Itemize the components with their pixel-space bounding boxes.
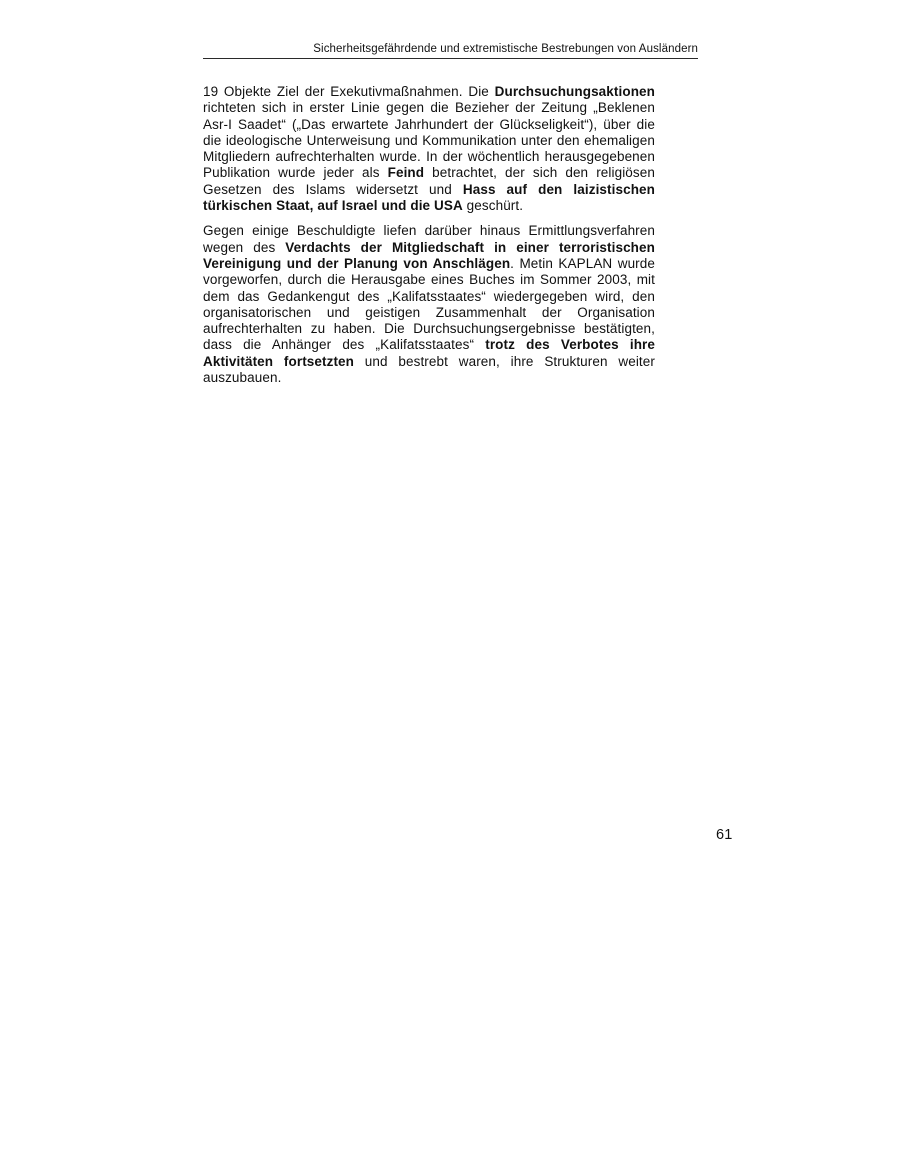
bold-text-run: Feind <box>387 165 425 181</box>
text-run: Gegen einige Beschuldigte liefen darüber hinaus Ermittlungsverfahren wegen des <box>203 223 655 255</box>
running-header-title: Sicherheitsgefährdende und extremistische Bestrebungen von Ausländern <box>313 43 698 55</box>
text-run: richteten sich in erster Linie gegen die Bezieher der Zeitung „Beklenen Asr-I Saadet“ („Das erwartete Jahrhundert der Glückseligkeit“), über die die ideologische Unterweisung und Kommunikation unter den ehemaligen Mitgliedern aufrechterhalten wurde. In der wöchentlich herausgegebenen Publikation wurde jeder als <box>203 100 655 181</box>
text-run: betrachtet, der sich den religiösen Gesetzen des Islams widersetzt und <box>203 165 655 197</box>
text-run: und bestrebt waren, ihre Strukturen weiter auszubauen. <box>203 353 655 386</box>
bold-text-run: Hass auf den laizistischen türkischen Staat, auf Israel und die USA <box>203 181 655 214</box>
page-number: 61 <box>716 827 733 843</box>
paragraph <box>203 223 655 386</box>
text-run: . Metin KAPLAN wurde vorgeworfen, durch die Herausgabe eines Buches im Sommer 2003, mit dem das Gedankengut des „Kalifatsstaates“ wiedergegeben wird, den organisatorischen und geistigen Zusammenhalt der Organisation aufrechterhalten zu haben. Die Durchsuchungsergebnisse bestätigten, dass die Anhänger des „Kalifatsstaates“ <box>203 255 655 353</box>
body-text <box>203 84 655 395</box>
bold-text-run: trotz des Verbotes ihre Aktivitäten fortsetzten <box>203 337 655 369</box>
paragraph <box>203 84 655 214</box>
bold-text-run: Verdachts der Mitgliedschaft in einer terroristischen Vereinigung und der Planung von Anschlägen <box>203 239 655 271</box>
header-rule <box>203 58 698 59</box>
text-run: geschürt. <box>462 198 524 214</box>
bold-text-run: Durchsuchungsaktionen <box>494 84 655 99</box>
text-run: 19 Objekte Ziel der Exekutivmaßnahmen. Die <box>203 84 495 99</box>
